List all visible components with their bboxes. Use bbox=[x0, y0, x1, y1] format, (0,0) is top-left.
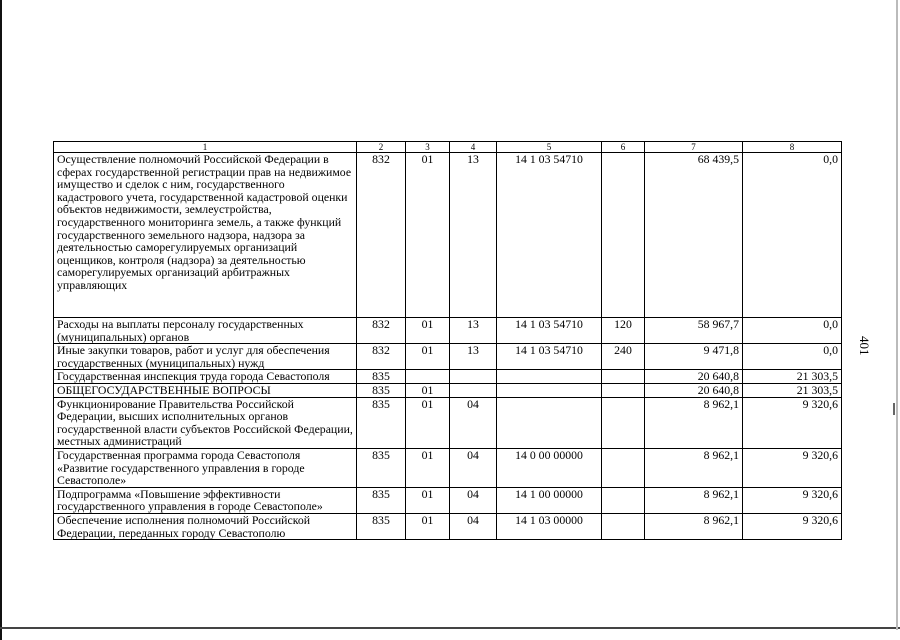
cell-subsection bbox=[450, 383, 497, 397]
cell-amount-7: 20 640,8 bbox=[645, 383, 743, 397]
cell-expense-type bbox=[602, 383, 645, 397]
cell-subsection: 13 bbox=[450, 318, 497, 344]
cell-amount-8: 21 303,5 bbox=[743, 383, 842, 397]
column-number: 8 bbox=[743, 142, 842, 153]
cell-department: 835 bbox=[357, 383, 406, 397]
cell-target-code: 14 1 03 00000 bbox=[497, 513, 602, 539]
cell-subsection bbox=[450, 370, 497, 384]
row-name: Функционирование Правительства Российской Федерации, высших исполнительных органов государственной власти субъектов Российской Федерации, местных администраций bbox=[54, 397, 357, 448]
cell-amount-7: 58 967,7 bbox=[645, 318, 743, 344]
cell-target-code: 14 1 03 54710 bbox=[497, 344, 602, 370]
cell-amount-7: 8 962,1 bbox=[645, 448, 743, 487]
cell-department: 832 bbox=[357, 153, 406, 318]
cell-amount-8: 21 303,5 bbox=[743, 370, 842, 384]
cell-expense-type bbox=[602, 153, 645, 318]
page-number: 401 bbox=[857, 336, 872, 356]
cell-expense-type bbox=[602, 487, 645, 513]
cell-amount-8: 0,0 bbox=[743, 344, 842, 370]
cell-amount-8: 9 320,6 bbox=[743, 487, 842, 513]
table-row bbox=[54, 397, 842, 448]
cell-department: 835 bbox=[357, 487, 406, 513]
scan-mark bbox=[893, 403, 895, 415]
cell-amount-7: 8 962,1 bbox=[645, 487, 743, 513]
cell-expense-type bbox=[602, 513, 645, 539]
cell-expense-type bbox=[602, 397, 645, 448]
row-name: Подпрограмма «Повышение эффективности государственного управления в городе Севастополе» bbox=[54, 487, 357, 513]
column-number: 7 bbox=[645, 142, 743, 153]
cell-expense-type: 240 bbox=[602, 344, 645, 370]
cell-amount-8: 9 320,6 bbox=[743, 397, 842, 448]
cell-subsection: 13 bbox=[450, 344, 497, 370]
cell-section: 01 bbox=[406, 344, 450, 370]
table-row bbox=[54, 383, 842, 397]
table-row bbox=[54, 448, 842, 487]
row-name: Государственная программа города Севастополя «Развитие государственного управления в городе Севастополе» bbox=[54, 448, 357, 487]
column-number: 5 bbox=[497, 142, 602, 153]
cell-expense-type bbox=[602, 370, 645, 384]
cell-section: 01 bbox=[406, 318, 450, 344]
cell-section: 01 bbox=[406, 487, 450, 513]
column-number: 2 bbox=[357, 142, 406, 153]
scan-border-bottom bbox=[0, 627, 900, 629]
cell-amount-7: 9 471,8 bbox=[645, 344, 743, 370]
table-row bbox=[54, 513, 842, 539]
cell-section: 01 bbox=[406, 153, 450, 318]
column-number: 3 bbox=[406, 142, 450, 153]
cell-subsection: 04 bbox=[450, 487, 497, 513]
row-name: ОБЩЕГОСУДАРСТВЕННЫЕ ВОПРОСЫ bbox=[54, 383, 357, 397]
cell-department: 835 bbox=[357, 513, 406, 539]
cell-section: 01 bbox=[406, 383, 450, 397]
row-name: Государственная инспекция труда города Севастополя bbox=[54, 370, 357, 384]
column-number: 1 bbox=[54, 142, 357, 153]
cell-subsection: 04 bbox=[450, 448, 497, 487]
cell-subsection: 04 bbox=[450, 513, 497, 539]
cell-amount-7: 8 962,1 bbox=[645, 513, 743, 539]
cell-target-code: 14 1 03 54710 bbox=[497, 318, 602, 344]
cell-amount-7: 68 439,5 bbox=[645, 153, 743, 318]
row-name: Обеспечение исполнения полномочий Российской Федерации, переданных городу Севастополю bbox=[54, 513, 357, 539]
row-name: Осуществление полномочий Российской Федерации в сферах государственной регистрации прав на недвижимое имущество и сделок с ним, государственного кадастрового учета, государственной кадастровой оценки объектов недвижимости, землеустройства, государственного мониторинга земель, а также функций государственного земельного надзора, надзора за деятельностью саморегулируемых организаций оценщиков, контроля (надзора) за деятельностью саморегулируемых организаций арбитражных управляющих bbox=[54, 153, 357, 318]
budget-table bbox=[53, 141, 842, 540]
cell-target-code bbox=[497, 370, 602, 384]
cell-subsection: 13 bbox=[450, 153, 497, 318]
table-row bbox=[54, 370, 842, 384]
cell-amount-8: 0,0 bbox=[743, 153, 842, 318]
column-number: 4 bbox=[450, 142, 497, 153]
column-number: 6 bbox=[602, 142, 645, 153]
cell-section: 01 bbox=[406, 448, 450, 487]
cell-amount-8: 9 320,6 bbox=[743, 448, 842, 487]
cell-amount-7: 8 962,1 bbox=[645, 397, 743, 448]
cell-subsection: 04 bbox=[450, 397, 497, 448]
table-row bbox=[54, 487, 842, 513]
cell-expense-type bbox=[602, 448, 645, 487]
cell-department: 832 bbox=[357, 344, 406, 370]
scan-border-right bbox=[896, 0, 898, 630]
cell-amount-8: 9 320,6 bbox=[743, 513, 842, 539]
cell-department: 835 bbox=[357, 397, 406, 448]
cell-target-code: 14 1 00 00000 bbox=[497, 487, 602, 513]
cell-target-code: 14 0 00 00000 bbox=[497, 448, 602, 487]
cell-department: 835 bbox=[357, 448, 406, 487]
cell-target-code bbox=[497, 383, 602, 397]
scan-border-left bbox=[0, 0, 2, 640]
table-row bbox=[54, 153, 842, 318]
cell-amount-7: 20 640,8 bbox=[645, 370, 743, 384]
cell-section bbox=[406, 370, 450, 384]
row-name: Иные закупки товаров, работ и услуг для обеспечения государственных (муниципальных) нужд bbox=[54, 344, 357, 370]
cell-target-code: 14 1 03 54710 bbox=[497, 153, 602, 318]
cell-amount-8: 0,0 bbox=[743, 318, 842, 344]
table-header-row bbox=[54, 142, 842, 153]
cell-department: 832 bbox=[357, 318, 406, 344]
cell-expense-type: 120 bbox=[602, 318, 645, 344]
cell-department: 835 bbox=[357, 370, 406, 384]
row-name: Расходы на выплаты персоналу государственных (муниципальных) органов bbox=[54, 318, 357, 344]
table-row bbox=[54, 318, 842, 344]
cell-section: 01 bbox=[406, 513, 450, 539]
cell-target-code bbox=[497, 397, 602, 448]
cell-section: 01 bbox=[406, 397, 450, 448]
table-row bbox=[54, 344, 842, 370]
